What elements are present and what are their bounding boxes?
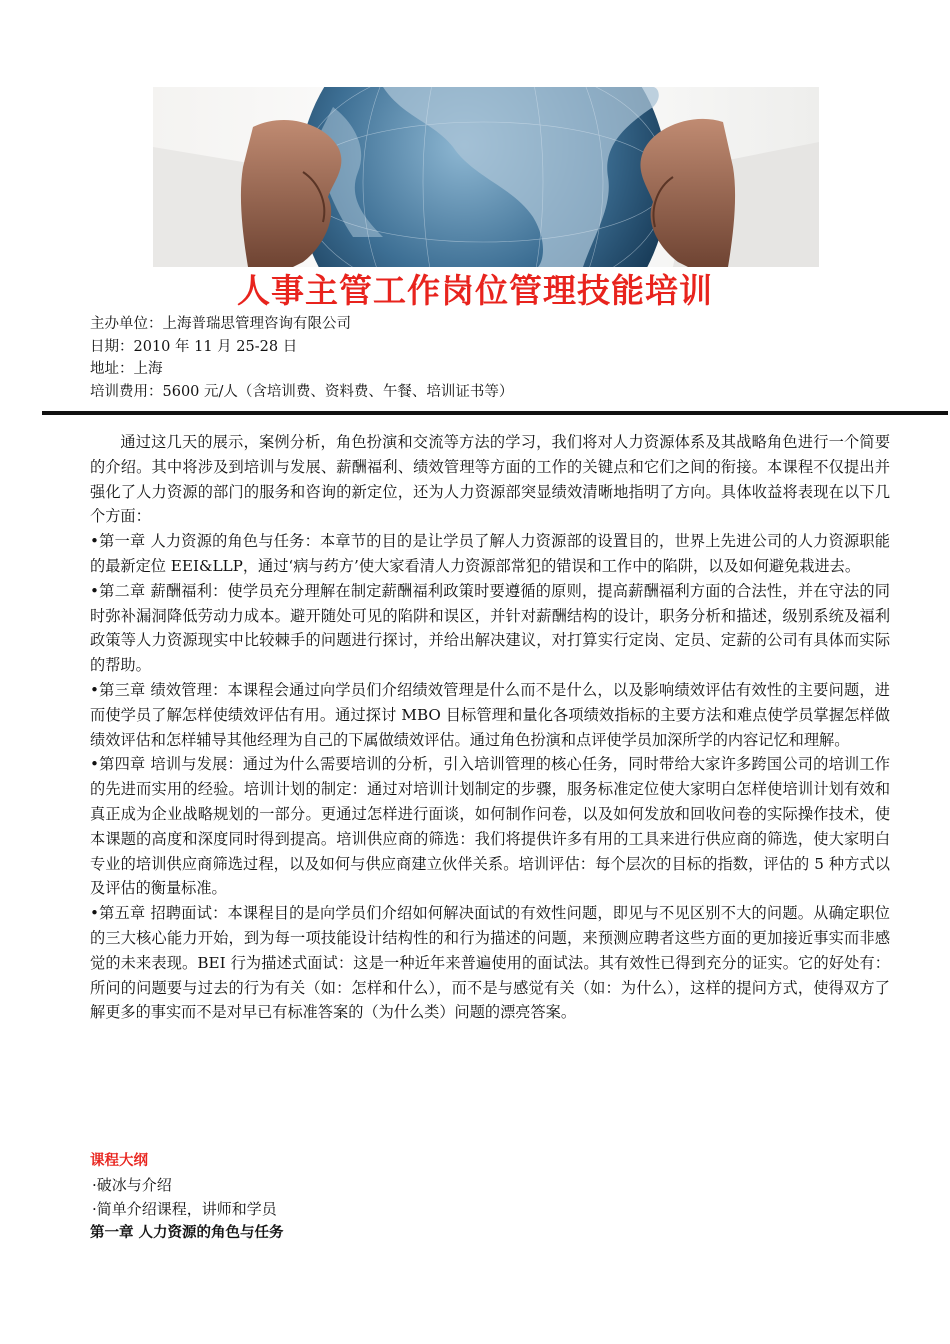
organizer-line: 主办单位：上海普瑞思管理咨询有限公司 [90,316,351,332]
header-image [153,87,819,267]
date-line: 日期：2010 年 11 月 25-28 日 [90,338,298,355]
course-outline [90,1149,890,1245]
outline-item: ·简单介绍课程，讲师和学员 [92,1200,277,1218]
chapter-paragraph-3: •第三章 绩效管理：本课程会通过向学员们介绍绩效管理是什么而不是什么，以及影响绩效评估有效性的主要问题，进而使学员了解怎样使绩效评估有用。通过探讨 MBO 目标管理和量化各项绩效指标的主要方法和难点使学员掌握怎样做绩效评估和怎样辅导其他经理为自己的下属做绩效评估。通过角色扮演和点评使学员加深所学的内容记忆和理解。 [90,680,890,749]
intro-paragraph: 通过这几天的展示，案例分析，角色扮演和交流等方法的学习，我们将对人力资源体系及其战略角色进行一个简要的介绍。其中将涉及到培训与发展、薪酬福利、绩效管理等方面的工作的关键点和它们之间的衔接。本课程不仅提出并强化了人力资源的部门的服务和咨询的新定位，还为人力资源部突显绩效清晰地指明了方向。具体收益将表现在以下几个方面： [90,433,890,526]
chapter-paragraph-2: •第二章 薪酬福利：使学员充分理解在制定薪酬福利政策时要遵循的原则，提高薪酬福利方面的合法性，并在守法的同时弥补漏洞降低劳动力成本。避开随处可见的陷阱和误区，并针对薪酬结构的设计，职务分析和描述，级别系统及福利政策等人力资源现实中比较棘手的问题进行探讨，并给出解决建议，对打算实行定岗、定员、定薪的公司有具体而实际的帮助。 [90,581,890,675]
page-title: 人事主管工作岗位管理技能培训 [237,271,713,310]
outline-title: 课程大纲 [90,1153,148,1169]
chapter-paragraph-1: •第一章 人力资源的角色与任务：本章节的目的是让学员了解人力资源部的设置目的，世界上先进公司的人力资源职能的最新定位 EEI&LLP，通过‘病与药方’使大家看清人力资源部常犯的错误和工作中的陷阱，以及如何避免栽进去。 [90,532,890,575]
chapter-heading: 第一章 人力资源的角色与任务 [90,1225,284,1241]
course-meta [90,313,513,403]
divider [42,411,948,415]
address-line: 地址：上海 [90,361,163,377]
outline-item: ·破冰与介绍 [92,1176,172,1194]
course-description [90,430,890,1025]
chapter-paragraph-4: •第四章 培训与发展：通过为什么需要培训的分析，引入培训管理的核心任务，同时带给大家许多跨国公司的培训工作的先进而实用的经验。培训计划的制定：通过对培训计划制定的步骤，服务标准定位使大家明白怎样使培训计划有效和真正成为企业战略规划的一部分。更通过怎样进行面谈，如何制作问卷，以及如何发放和回收问卷的实际操作技术，使本课题的高度和深度同时得到提高。培训供应商的筛选：我们将提供许多有用的工具来进行供应商的筛选，使大家明白专业的培训供应商筛选过程，以及如何与供应商建立伙伴关系。培训评估：每个层次的目标的指数，评估的 5 种方式以及评估的衡量标准。 [90,755,890,898]
fee-line: 培训费用：5600 元/人（含培训费、资料费、午餐、培训证书等） [90,383,514,400]
chapter-paragraph-5: •第五章 招聘面试：本课程目的是向学员们介绍如何解决面试的有效性问题，即见与不见区别不大的问题。从确定职位的三大核心能力开始，到为每一项技能设计结构性的和行为描述的问题，来预测应聘者这些方面的更加接近事实而非感觉的未来表现。BEI 行为描述式面试：这是一种近年来普遍使用的面试法。其有效性已得到充分的证实。它的好处有：所问的问题要与过去的行为有关（如：怎样和什么），而不是与感觉有关（如：为什么），这样的提问方式，使得双方了解更多的事实而不是对早已有标准答案的（为什么类）问题的漂亮答案。 [90,904,890,1022]
globe-in-hands-image [153,87,819,267]
